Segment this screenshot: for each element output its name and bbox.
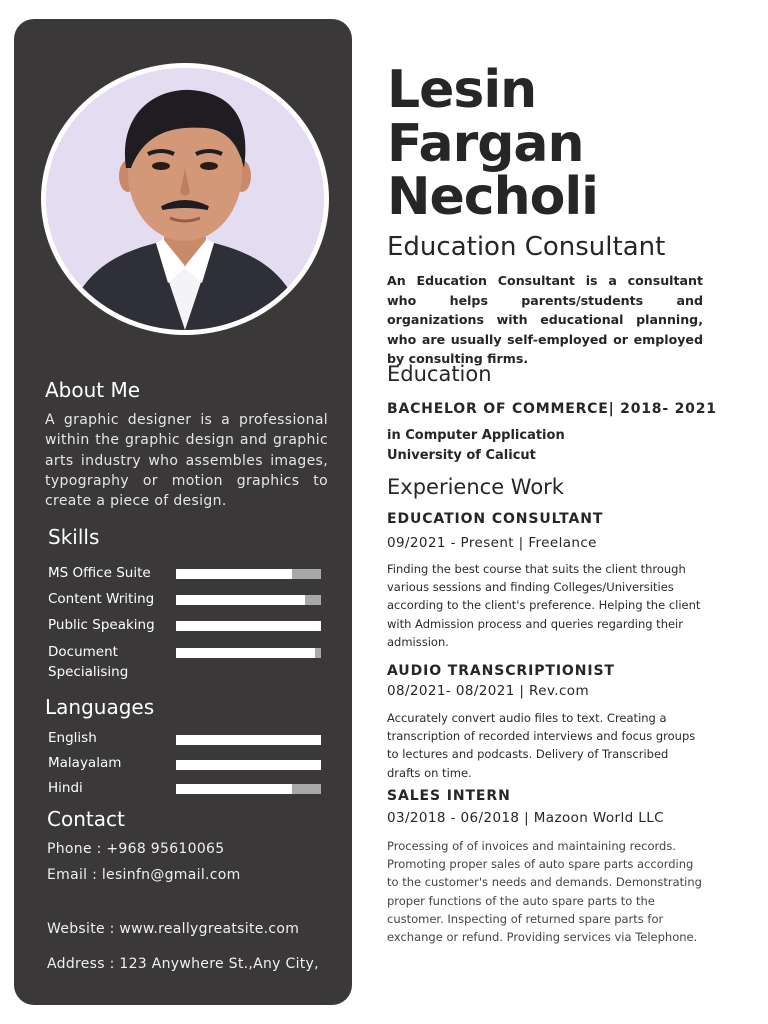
language-bar-fill — [176, 784, 292, 794]
job-title: SALES INTERN — [387, 788, 511, 804]
education-degree: BACHELOR OF COMMERCE| 2018- 2021 — [387, 401, 717, 417]
skill-label: MS Office Suite — [48, 565, 151, 581]
language-item — [48, 728, 338, 748]
language-bar — [176, 784, 321, 794]
contact-website[interactable]: Website : www.reallygreatsite.com — [47, 921, 300, 937]
skill-bar-fill — [176, 648, 315, 658]
contact-phone[interactable]: Phone : +968 95610065 — [47, 841, 225, 857]
language-label: Malayalam — [48, 755, 122, 771]
intro-text: An Education Consultant is a consultant who helps parents/students and organizations with educational planning, who are usually self-employed or employed by consulting firms. — [387, 273, 703, 366]
skill-bar-fill — [176, 595, 305, 605]
name-line-first: Lesin — [387, 60, 537, 120]
language-bar-fill — [176, 735, 321, 745]
name-line-last: Necholi — [387, 167, 599, 227]
contact-email[interactable]: Email : lesinfn@gmail.com — [47, 867, 241, 883]
education-institution: University of Calicut — [387, 448, 536, 463]
skill-bar-fill — [176, 621, 321, 631]
skill-bar-fill — [176, 569, 292, 579]
contact-heading: Contact — [47, 807, 125, 831]
skill-bar — [176, 595, 321, 605]
language-item — [48, 753, 338, 773]
skill-item — [48, 563, 338, 583]
job-description: Finding the best course that suits the client through various sessions and finding Colleges/Universities according to the client's preference. Helping the client with Admission process and queries regarding their admission. — [387, 562, 701, 649]
job-meta: 09/2021 - Present | Freelance — [387, 535, 597, 551]
skill-bar — [176, 621, 321, 631]
education-heading: Education — [387, 362, 492, 386]
language-label: English — [48, 730, 97, 746]
skills-heading: Skills — [48, 525, 100, 549]
job-description: Accurately convert audio files to text. Creating a transcription of recorded interviews and focus groups to lectures and podcasts. Delivery of Transcribed drafts on time. — [387, 711, 696, 780]
language-bar-fill — [176, 760, 321, 770]
language-bar — [176, 760, 321, 770]
language-bar — [176, 735, 321, 745]
skill-bar — [176, 648, 321, 658]
experience-heading: Experience Work — [387, 475, 564, 499]
skill-bar — [176, 569, 321, 579]
skill-label: Document — [48, 644, 118, 660]
skill-item — [48, 615, 338, 635]
language-item — [48, 778, 338, 798]
education-program: in Computer Application — [387, 428, 565, 443]
languages-heading: Languages — [45, 695, 155, 719]
skill-item — [48, 589, 338, 609]
name-line-middle: Fargan — [387, 114, 584, 174]
contact-address: Address : 123 Anywhere St.,Any City, — [47, 956, 319, 972]
skill-item — [48, 642, 338, 684]
job-meta: 03/2018 - 06/2018 | Mazoon World LLC — [387, 810, 664, 826]
job-title: EDUCATION CONSULTANT — [387, 511, 604, 527]
skill-label: Content Writing — [48, 591, 155, 607]
job-title: AUDIO TRANSCRIPTIONIST — [387, 663, 615, 679]
about-text: A graphic designer is a professional within the graphic design and graphic arts industry who assembles images, typography or motion graphics to create a piece of design. — [45, 412, 328, 510]
sidebar — [14, 19, 352, 1005]
skill-label-continued: Specialising — [48, 664, 129, 680]
skill-label: Public Speaking — [48, 617, 155, 633]
about-heading: About Me — [45, 378, 141, 402]
profile-photo — [46, 68, 324, 330]
job-description: Processing of of invoices and maintaining records. Promoting proper sales of auto spare parts according to the customer's needs and demands. Demonstrating proper functions of the auto spare parts to the customer. Inspecting of returned spare parts for exchange or refund. Providing services via Telephone. — [387, 839, 702, 945]
job-meta: 08/2021- 08/2021 | Rev.com — [387, 683, 590, 699]
profile-photo-frame — [41, 63, 329, 335]
person-portrait-image — [46, 68, 324, 330]
language-label: Hindi — [48, 780, 83, 796]
job-role-title: Education Consultant — [387, 232, 666, 262]
